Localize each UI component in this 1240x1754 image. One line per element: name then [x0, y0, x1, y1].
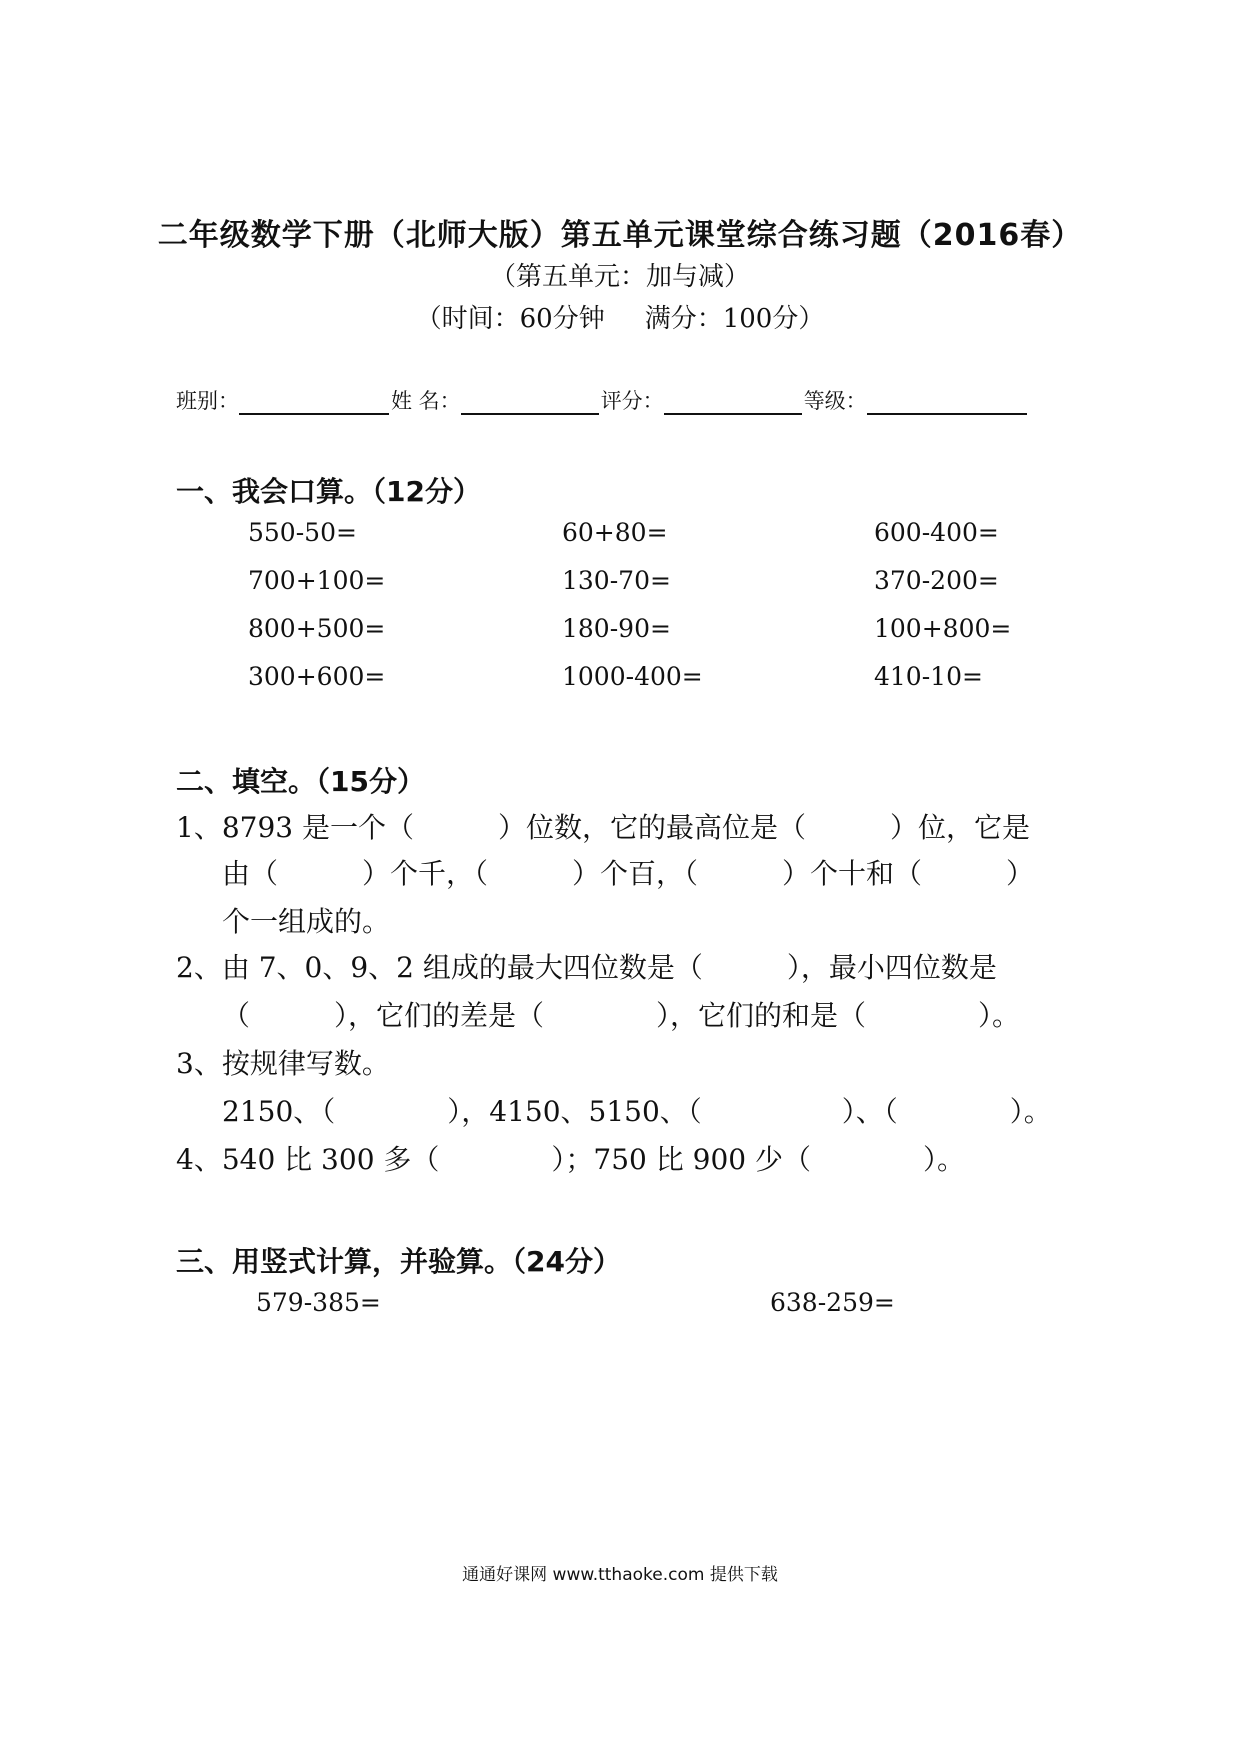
student-info-row — [176, 385, 1029, 415]
level-label: 等级： — [803, 389, 867, 413]
name-label: 姓 名： — [391, 389, 461, 413]
question-4-line-1: 4、540 比 300 多（ ）；750 比 900 少（ ）。 — [176, 1143, 965, 1176]
time-label: （时间：60分钟 — [415, 304, 605, 334]
vertical-calc-item: 638-259= — [770, 1288, 895, 1317]
grade-label: 评分： — [600, 389, 664, 413]
calc-item: 600-400= — [874, 518, 999, 547]
question-1-line-1: 1、8793 是一个（ ）位数，它的最高位是（ ）位，它是 — [176, 811, 1030, 844]
class-field[interactable] — [239, 391, 389, 415]
calc-item: 700+100= — [248, 566, 386, 595]
calc-item: 410-10= — [874, 662, 983, 691]
calc-item: 130-70= — [562, 566, 671, 595]
question-3-line-2: 2150、（ ），4150、5150、（ ）、（ ）。 — [222, 1095, 1052, 1128]
footer-credit: 通通好课网 www.tthaoke.com 提供下载 — [462, 1565, 778, 1585]
question-3-line-1: 3、按规律写数。 — [176, 1047, 390, 1080]
grade-field[interactable] — [664, 391, 802, 415]
question-1-line-2: 由（ ）个千，（ ）个百，（ ）个十和（ ） — [222, 857, 1035, 890]
section2-heading: 二、填空。（15分） — [176, 765, 425, 798]
score-label: 满分：100分） — [644, 304, 825, 334]
subtitle: （第五单元：加与减） — [489, 262, 750, 292]
calc-item: 370-200= — [874, 566, 999, 595]
question-1-line-3: 个一组成的。 — [222, 905, 391, 938]
calc-item: 800+500= — [248, 614, 386, 643]
calc-item: 1000-400= — [562, 662, 703, 691]
question-2-line-1: 2、由 7、0、9、2 组成的最大四位数是（ ），最小四位数是 — [176, 951, 997, 984]
calc-item: 180-90= — [562, 614, 671, 643]
calc-item: 60+80= — [562, 518, 668, 547]
section1-heading: 一、我会口算。（12分） — [176, 475, 481, 508]
level-field[interactable] — [867, 391, 1027, 415]
vertical-calc-item: 579-385= — [256, 1288, 381, 1317]
section3-heading: 三、用竖式计算，并验算。（24分） — [176, 1245, 621, 1278]
question-2-line-2: （ ），它们的差是（ ），它们的和是（ ）。 — [222, 999, 1021, 1032]
exam-meta — [0, 298, 1240, 335]
calc-item: 300+600= — [248, 662, 386, 691]
name-field[interactable] — [461, 391, 599, 415]
class-label: 班别： — [176, 389, 239, 413]
calc-item: 550-50= — [248, 518, 357, 547]
calc-item: 100+800= — [874, 614, 1012, 643]
page-title: 二年级数学下册（北师大版）第五单元课堂综合练习题（2016春） — [157, 218, 1083, 253]
